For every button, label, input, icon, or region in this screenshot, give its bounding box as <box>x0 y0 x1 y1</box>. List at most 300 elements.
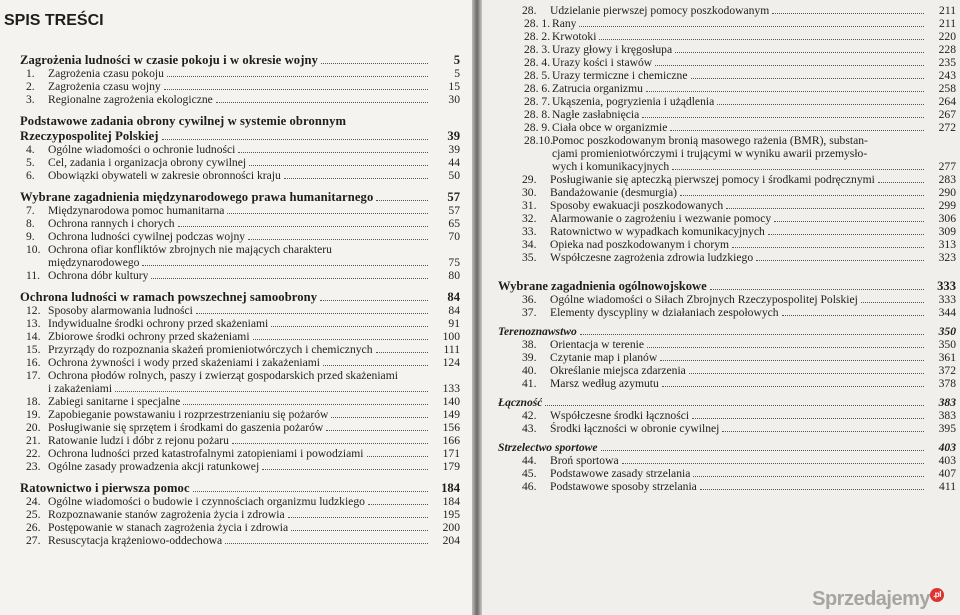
toc-page-number: 57 <box>448 204 460 217</box>
toc-entry-title: Marsz według azymutu <box>550 377 659 390</box>
toc-entry-number: 28. 1. <box>524 17 551 30</box>
toc-entry-title: Ochrona ludności w ramach powszechnej samoobrony <box>20 291 318 304</box>
toc-entry-number: 30. <box>522 186 537 199</box>
toc-entry-title: Ratownictwo w wypadkach komunikacyjnych <box>550 225 765 238</box>
toc-entry-title: międzynarodowego <box>48 256 140 269</box>
toc-entry <box>20 189 464 204</box>
toc-page-number: 149 <box>442 408 460 421</box>
toc-page-number: 333 <box>938 293 956 306</box>
toc-page-number: 195 <box>442 508 460 521</box>
toc-entry <box>490 364 960 377</box>
toc-leader-dots <box>376 200 428 201</box>
toc-entry <box>490 293 960 306</box>
toc-leader-dots <box>710 289 924 290</box>
toc-entry-title: Zagrożenia ludności w czasie pokoju i w okresie wojny <box>20 54 318 67</box>
toc-page-number: 228 <box>938 43 956 56</box>
toc-entry-title: Opieka nad poszkodowanym i chorym <box>550 238 730 251</box>
toc-entry <box>20 460 464 473</box>
toc-entry-title: wych i komunikacyjnych <box>552 160 670 173</box>
toc-entry-title: Orientacja w terenie <box>550 338 644 351</box>
toc-entry-title: Ochrona żywności i wody przed skażeniami i zakażeniami <box>48 356 321 369</box>
toc-leader-dots <box>164 89 428 90</box>
toc-entry-title: Cel, zadania i organizacja obrony cywilnej <box>48 156 247 169</box>
toc-entry <box>20 156 464 169</box>
toc-entry-number: 1. <box>26 67 35 80</box>
toc-page-number: 235 <box>938 56 956 69</box>
toc-leader-dots <box>675 52 924 53</box>
toc-page-number: 184 <box>441 481 460 495</box>
toc-entry-title: Łączność <box>498 396 543 409</box>
toc-entry-title: Alarmowanie o zagrożeniu i wezwanie pomocy <box>550 212 772 225</box>
toc-entry-title: Zagrożenia czasu pokoju <box>48 67 164 80</box>
toc-page-number: 133 <box>442 382 460 395</box>
toc-entry <box>20 204 464 217</box>
toc-entry-number: 28. 2. <box>524 30 551 43</box>
toc-entry <box>490 186 960 199</box>
toc-entry-title: Posługiwanie się sprzętem i środkami do gaszenia pożarów <box>48 421 324 434</box>
toc-entry-title: Ogólne wiadomości o ochronie ludności <box>48 143 236 156</box>
toc-entry-title: Ogólne zasady prowadzenia akcji ratunkowej <box>48 460 260 473</box>
toc-page-number: 211 <box>939 4 956 17</box>
toc-entry-number: 32. <box>522 212 537 225</box>
toc-leader-dots <box>622 463 924 464</box>
toc-page-number: 243 <box>938 69 956 82</box>
toc-entry-title: Broń sportowa <box>550 454 619 467</box>
toc-leader-dots <box>367 456 428 457</box>
toc-leader-dots <box>216 102 428 103</box>
toc-entry-title: Rzeczypospolitej Polskiej <box>20 130 159 143</box>
toc-entry-title: Ciała obce w organizmie <box>552 121 668 134</box>
toc-leader-dots <box>183 404 428 405</box>
toc-heading: SPIS TREŚCI <box>4 12 104 29</box>
toc-leader-dots <box>599 39 924 40</box>
toc-leader-dots <box>717 104 924 105</box>
toc-entry <box>20 289 464 304</box>
toc-entry-number: 33. <box>522 225 537 238</box>
toc-page-number: 333 <box>937 279 956 293</box>
toc-page-number: 383 <box>938 409 956 422</box>
toc-entry <box>490 377 960 390</box>
toc-leader-dots <box>642 117 924 118</box>
toc-leader-dots <box>253 339 428 340</box>
toc-page-number: 5 <box>454 67 460 80</box>
toc-leader-dots <box>772 13 924 14</box>
toc-entry <box>490 108 960 121</box>
toc-leader-dots <box>726 208 924 209</box>
toc-leader-dots <box>249 165 428 166</box>
toc-entry <box>20 143 464 156</box>
toc-page-number: 140 <box>442 395 460 408</box>
toc-entry <box>20 408 464 421</box>
toc-entry-title: Ratownictwo i pierwsza pomoc <box>20 482 190 495</box>
toc-entry-number: 3. <box>26 93 35 106</box>
toc-leader-dots <box>167 76 428 77</box>
right-page <box>482 0 960 615</box>
toc-entry-title: Nagłe zasłabnięcia <box>552 108 640 121</box>
toc-entry <box>490 212 960 225</box>
toc-leader-dots <box>861 302 924 303</box>
toc-entry-title: Sposoby ewakuacji poszkodowanych <box>550 199 724 212</box>
toc-entry-number: 27. <box>26 534 41 547</box>
toc-page-number: 184 <box>442 495 460 508</box>
toc-entry-number: 12. <box>26 304 41 317</box>
toc-leader-dots <box>291 530 428 531</box>
toc-entry-number: 44. <box>522 454 537 467</box>
toc-entry-number: 11. <box>26 269 41 282</box>
toc-entry <box>490 173 960 186</box>
toc-page-number: 313 <box>938 238 956 251</box>
toc-page-number: 211 <box>939 17 956 30</box>
toc-page-number: 323 <box>938 251 956 264</box>
toc-entry-title: Posługiwanie się apteczką pierwszej pomocy i środkami podręcznymi <box>550 173 875 186</box>
toc-entry-number: 34. <box>522 238 537 251</box>
toc-entry-number: 25. <box>26 508 41 521</box>
toc-leader-dots <box>722 431 924 432</box>
book-gutter <box>472 0 482 615</box>
toc-leader-dots <box>691 78 924 79</box>
toc-entry-number: 28. 7. <box>524 95 551 108</box>
toc-leader-dots <box>262 469 428 470</box>
toc-leader-dots <box>193 491 428 492</box>
toc-leader-dots <box>271 326 428 327</box>
toc-entry <box>20 169 464 182</box>
toc-entry <box>490 422 960 435</box>
toc-entry-title: Określanie miejsca zdarzenia <box>550 364 686 377</box>
toc-entry-title: cjami promieniotwórczymi i trującymi w wyniku awarii przemysło- <box>552 147 868 160</box>
toc-leader-dots <box>368 504 428 505</box>
toc-leader-dots <box>248 239 428 240</box>
toc-entry <box>20 369 464 382</box>
toc-page-number: 395 <box>938 422 956 435</box>
toc-entry-number: 31. <box>522 199 537 212</box>
toc-entry-number: 42. <box>522 409 537 422</box>
toc-leader-dots <box>660 360 924 361</box>
toc-entry <box>490 121 960 134</box>
toc-entry-title: Indywidualne środki ochrony przed skażeniami <box>48 317 269 330</box>
toc-entry <box>20 356 464 369</box>
toc-leader-dots <box>672 169 924 170</box>
toc-entry-number: 26. <box>26 521 41 534</box>
toc-entry <box>20 93 464 106</box>
toc-leader-dots <box>692 418 924 419</box>
toc-entry <box>20 317 464 330</box>
toc-entry-title: Zabiegi sanitarne i specjalne <box>48 395 181 408</box>
toc-entry-title: Krwotoki <box>552 30 597 43</box>
toc-page-number: 258 <box>938 82 956 95</box>
toc-entry-number: 43. <box>522 422 537 435</box>
toc-entry-number: 5. <box>26 156 35 169</box>
toc-leader-dots <box>579 26 924 27</box>
toc-leader-dots <box>774 221 924 222</box>
toc-entry-number: 15. <box>26 343 41 356</box>
toc-page-number: 350 <box>938 325 956 338</box>
toc-entry-number: 10. <box>26 243 41 256</box>
toc-entry <box>20 67 464 80</box>
toc-leader-dots <box>115 391 428 392</box>
toc-entry-number: 28. 6. <box>524 82 551 95</box>
toc-page-number: 156 <box>442 421 460 434</box>
toc-entry-number: 41. <box>522 377 537 390</box>
toc-entry <box>490 238 960 251</box>
toc-page-number: 80 <box>448 269 460 282</box>
toc-page-number: 15 <box>448 80 460 93</box>
toc-entry <box>20 230 464 243</box>
toc-page-number: 264 <box>938 95 956 108</box>
toc-page-number: 5 <box>453 53 460 67</box>
toc-page-number: 361 <box>938 351 956 364</box>
toc-entry-title: Przyrządy do rozpoznania skażeń promieniotwórczych i chemicznych <box>48 343 373 356</box>
toc-page-number: 220 <box>938 30 956 43</box>
toc-leader-dots <box>646 91 924 92</box>
toc-entry <box>20 534 464 547</box>
toc-entry <box>490 95 960 108</box>
toc-page-number: 39 <box>447 129 460 143</box>
toc-entry <box>20 256 464 269</box>
toc-entry-title: Elementy dyscypliny w działaniach zespołowych <box>550 306 779 319</box>
toc-entry-number: 37. <box>522 306 537 319</box>
toc-page-number: 306 <box>938 212 956 225</box>
toc-leader-dots <box>693 476 924 477</box>
toc-entry <box>20 243 464 256</box>
toc-entry-title: Międzynarodowa pomoc humanitarna <box>48 204 225 217</box>
toc-entry <box>490 441 960 454</box>
toc-page-number: 57 <box>447 190 460 204</box>
toc-leader-dots <box>227 213 428 214</box>
toc-entry <box>490 30 960 43</box>
toc-entry-number: 35. <box>522 251 537 264</box>
toc-entry <box>490 467 960 480</box>
toc-entry-title: Ukąszenia, pogryzienia i użądlenia <box>552 95 715 108</box>
toc-entry <box>20 52 464 67</box>
toc-entry <box>490 4 960 17</box>
toc-entry-title: Postępowanie w stanach zagrożenia życia i zdrowia <box>48 521 289 534</box>
toc-page-number: 30 <box>448 93 460 106</box>
toc-entry <box>490 454 960 467</box>
toc-entry-number: 19. <box>26 408 41 421</box>
toc-page-number: 272 <box>938 121 956 134</box>
toc-page-number: 378 <box>938 377 956 390</box>
toc-entry-number: 8. <box>26 217 35 230</box>
toc-entry-number: 20. <box>26 421 41 434</box>
toc-leader-dots <box>647 347 924 348</box>
toc-page-number: 100 <box>442 330 460 343</box>
toc-page-number: 267 <box>938 108 956 121</box>
toc-page-number: 84 <box>447 290 460 304</box>
toc-entry <box>490 338 960 351</box>
toc-entry-title: Regionalne zagrożenia ekologiczne <box>48 93 213 106</box>
toc-leader-dots <box>162 139 428 140</box>
toc-leader-dots <box>700 489 924 490</box>
toc-leader-dots <box>580 334 924 335</box>
toc-leader-dots <box>284 178 428 179</box>
toc-entry-title: Resuscytacja krążeniowo-oddechowa <box>48 534 223 547</box>
toc-page-number: 403 <box>938 441 956 454</box>
toc-entry <box>490 82 960 95</box>
toc-leader-dots <box>320 300 428 301</box>
toc-entry-number: 17. <box>26 369 41 382</box>
toc-entry-title: Udzielanie pierwszej pomocy poszkodowanym <box>550 4 770 17</box>
toc-leader-dots <box>768 234 924 235</box>
toc-page-number: 70 <box>448 230 460 243</box>
toc-page-number: 50 <box>448 169 460 182</box>
toc-entry <box>490 69 960 82</box>
toc-entry-title: Ochrona dóbr kultury <box>48 269 149 282</box>
toc-entry-title: Urazy kości i stawów <box>552 56 653 69</box>
toc-entry <box>490 43 960 56</box>
toc-entry <box>20 434 464 447</box>
toc-entry-title: Podstawowe sposoby strzelania <box>550 480 697 493</box>
toc-entry-title: Ochrona rannych i chorych <box>48 217 175 230</box>
toc-entry-number: 28. <box>522 4 537 17</box>
toc-entry-title: Rozpoznawanie stanów zagrożenia życia i zdrowia <box>48 508 285 521</box>
toc-entry <box>490 160 960 173</box>
toc-leader-dots <box>232 443 428 444</box>
toc-entry-number: 14. <box>26 330 41 343</box>
toc-entry <box>490 351 960 364</box>
toc-page-number: 283 <box>938 173 956 186</box>
toc-entry-number: 28. 5. <box>524 69 551 82</box>
toc-leader-dots <box>178 226 428 227</box>
toc-leader-dots <box>601 450 924 451</box>
toc-leader-dots <box>196 313 428 314</box>
toc-entry-title: Zapobieganie powstawaniu i rozprzestrzenianiu się pożarów <box>48 408 329 421</box>
toc-entry-title: Sposoby alarmowania ludności <box>48 304 193 317</box>
toc-page-number: 411 <box>939 480 956 493</box>
toc-entry-title: Wybrane zagadnienia międzynarodowego prawa humanitarnego <box>20 191 374 204</box>
toc-entry <box>20 330 464 343</box>
toc-page-number: 65 <box>448 217 460 230</box>
toc-entry-number: 36. <box>522 293 537 306</box>
toc-entry-number: 9. <box>26 230 35 243</box>
toc-entry <box>20 128 464 143</box>
toc-entry-number: 38. <box>522 338 537 351</box>
toc-leader-dots <box>238 152 428 153</box>
toc-entry <box>20 495 464 508</box>
toc-entry-title: Wybrane zagadnienia ogólnowojskowe <box>498 280 707 293</box>
toc-entry-title: i zakażeniami <box>48 382 113 395</box>
toc-entry-title: Urazy termiczne i chemiczne <box>552 69 688 82</box>
toc-entry-title: Terenoznawstwo <box>498 325 577 338</box>
toc-page-number: 383 <box>938 396 956 409</box>
toc-leader-dots <box>756 260 924 261</box>
toc-entry-number: 45. <box>522 467 537 480</box>
toc-entry-title: Współczesne środki łączności <box>550 409 690 422</box>
toc-page-number: 91 <box>448 317 460 330</box>
toc-page-number: 204 <box>442 534 460 547</box>
toc-leader-dots <box>782 315 924 316</box>
toc-entry <box>20 447 464 460</box>
toc-page-number: 124 <box>442 356 460 369</box>
toc-entry-number: 2. <box>26 80 35 93</box>
toc-entry <box>20 480 464 495</box>
toc-entry-title: Zatrucia organizmu <box>552 82 643 95</box>
toc-leader-dots <box>732 247 924 248</box>
toc-page-number: 39 <box>448 143 460 156</box>
toc-leader-dots <box>142 265 428 266</box>
toc-leader-dots <box>680 195 924 196</box>
toc-page-number: 84 <box>448 304 460 317</box>
toc-entry <box>490 134 960 147</box>
toc-page-number: 350 <box>938 338 956 351</box>
toc-entry <box>490 396 960 409</box>
toc-entry-title: Współczesne zagrożenia zdrowia ludzkiego <box>550 251 754 264</box>
toc-entry-number: 39. <box>522 351 537 364</box>
toc-leader-dots <box>662 386 924 387</box>
toc-entry-title: Ochrona ludności cywilnej podczas wojny <box>48 230 246 243</box>
toc-entry-title: Bandażowanie (desmurgia) <box>550 186 677 199</box>
toc-leader-dots <box>288 517 428 518</box>
toc-page-number: 299 <box>938 199 956 212</box>
toc-entry <box>490 17 960 30</box>
toc-entry <box>490 306 960 319</box>
toc-entry-title: Czytanie map i planów <box>550 351 658 364</box>
toc-entry-title: Pomoc poszkodowanym bronią masowego rażenia (BMR), substan- <box>552 134 868 147</box>
toc-entry <box>20 521 464 534</box>
toc-entry-title: Ochrona płodów rolnych, paszy i zwierząt gospodarskich przed skażeniami <box>48 369 398 382</box>
toc-page-number: 44 <box>448 156 460 169</box>
toc-page-number: 344 <box>938 306 956 319</box>
toc-page-number: 290 <box>938 186 956 199</box>
toc-entry-number: 7. <box>26 204 35 217</box>
toc-entry <box>20 343 464 356</box>
toc-entry <box>490 225 960 238</box>
toc-entry <box>490 325 960 338</box>
toc-entry-title: Podstawowe zasady strzelania <box>550 467 691 480</box>
toc-entry <box>20 382 464 395</box>
toc-leader-dots <box>689 373 924 374</box>
toc-entry-title: Ochrona ludności przed katastrofalnymi zatopieniami i powodziami <box>48 447 364 460</box>
left-toc-list <box>20 52 464 547</box>
toc-entry-title: Zbiorowe środki ochrony przed skażeniami <box>48 330 250 343</box>
toc-leader-dots <box>326 430 428 431</box>
toc-entry <box>20 508 464 521</box>
toc-entry <box>490 278 960 293</box>
toc-entry-number: 21. <box>26 434 41 447</box>
toc-entry-number: 6. <box>26 169 35 182</box>
toc-entry-title: Rany <box>552 17 577 30</box>
toc-entry <box>20 304 464 317</box>
toc-entry-number: 16. <box>26 356 41 369</box>
toc-entry-title: Ogólne wiadomości o budowie i czynnościach organizmu ludzkiego <box>48 495 365 508</box>
toc-entry-number: 23. <box>26 460 41 473</box>
toc-entry <box>20 113 464 128</box>
toc-entry-title: Ratowanie ludzi i dóbr z rejonu pożaru <box>48 434 229 447</box>
toc-entry-number: 29. <box>522 173 537 186</box>
toc-entry <box>490 251 960 264</box>
toc-page-number: 171 <box>442 447 460 460</box>
toc-page-number: 179 <box>442 460 460 473</box>
toc-page-number: 166 <box>442 434 460 447</box>
toc-page-number: 407 <box>938 467 956 480</box>
toc-entry-title: Ogólne wiadomości o Siłach Zbrojnych Rzeczypospolitej Polskiej <box>550 293 858 306</box>
toc-leader-dots <box>151 278 428 279</box>
toc-page-number: 403 <box>938 454 956 467</box>
toc-entry <box>20 269 464 282</box>
toc-entry <box>490 199 960 212</box>
toc-page-number: 372 <box>938 364 956 377</box>
toc-entry <box>20 421 464 434</box>
toc-entry-number: 13. <box>26 317 41 330</box>
right-toc-list <box>490 4 960 493</box>
toc-page-number: 200 <box>442 521 460 534</box>
toc-leader-dots <box>331 417 428 418</box>
toc-page-number: 277 <box>938 160 956 173</box>
toc-leader-dots <box>670 130 924 131</box>
toc-entry <box>20 80 464 93</box>
toc-entry-number: 28. 9. <box>524 121 551 134</box>
toc-leader-dots <box>878 182 924 183</box>
toc-entry-title: Urazy głowy i kręgosłupa <box>552 43 673 56</box>
